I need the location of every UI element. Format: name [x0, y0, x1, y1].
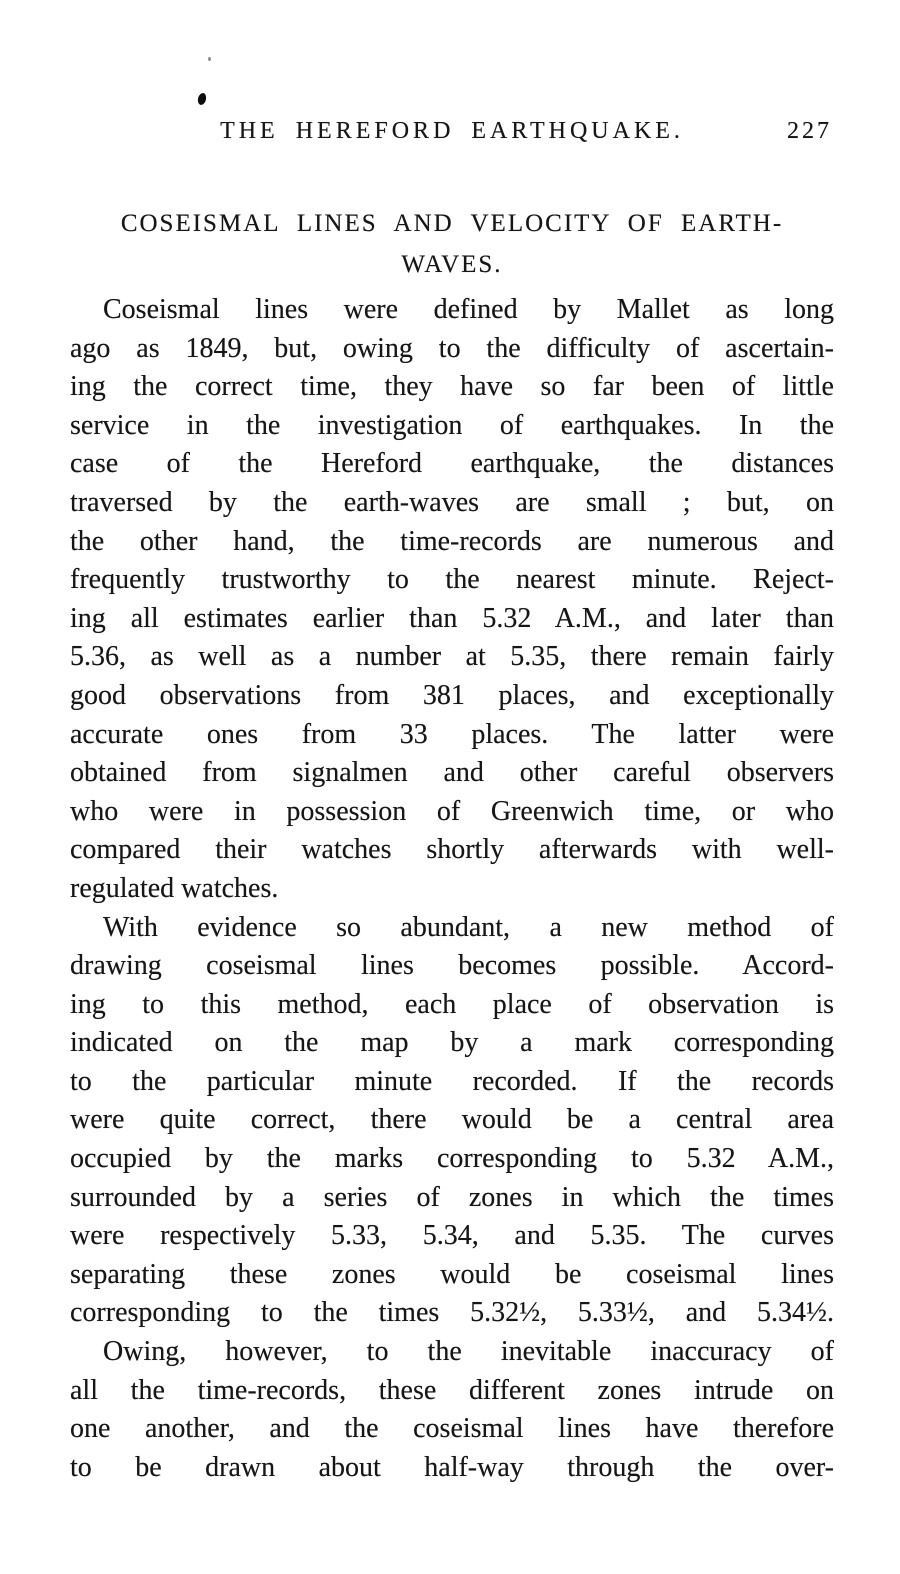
text-line: compared their watches shortly afterwards with well- [70, 834, 834, 866]
text-line: drawing coseismal lines becomes possible. Accord- [70, 950, 834, 982]
text-line: service in the investigation of earthquakes. In the [70, 409, 834, 441]
paragraph-2 [70, 909, 834, 1334]
text-line: were quite correct, there would be a central area [70, 1104, 834, 1136]
text-line: ing all estimates earlier than 5.32 A.M., and later than [70, 602, 834, 634]
text-line: who were in possession of Greenwich time, or who [70, 795, 834, 827]
text-line: were respectively 5.33, 5.34, and 5.35. The curves [70, 1220, 834, 1252]
text-line: to be drawn about half-way through the over- [70, 1451, 834, 1483]
running-head-title: THE HEREFORD EARTHQUAKE. [220, 118, 684, 144]
section-heading-line-2: WAVES. [401, 251, 503, 278]
ink-speck-mark [208, 57, 211, 61]
ink-dot-mark [197, 92, 208, 106]
text-line: all the time-records, these different zones intrude on [70, 1374, 834, 1406]
text-line: the other hand, the time-records are numerous and [70, 525, 834, 557]
paragraph-3 [70, 1333, 834, 1487]
page-number: 227 [787, 118, 832, 144]
text-line: 5.36, as well as a number at 5.35, there remain fairly [70, 641, 834, 673]
text-line: one another, and the coseismal lines have therefore [70, 1413, 834, 1445]
text-line: Coseismal lines were defined by Mallet as long [103, 294, 834, 325]
section-heading [70, 203, 834, 285]
text-line: ing the correct time, they have so far been of little [70, 371, 834, 403]
text-line: case of the Hereford earthquake, the distances [70, 448, 834, 480]
text-line: With evidence so abundant, a new method of [103, 911, 834, 943]
text-line: indicated on the map by a mark corresponding [70, 1027, 834, 1059]
text-line: accurate ones from 33 places. The latter were [70, 718, 834, 750]
running-head [70, 116, 834, 146]
text-line: frequently trustworthy to the nearest minute. Reject- [70, 564, 834, 596]
text-line: to the particular minute recorded. If the records [70, 1065, 834, 1097]
text-line: corresponding to the times 5.32½, 5.33½, and 5.34½. [70, 1297, 834, 1329]
text-line: occupied by the marks corresponding to 5.32 A.M., [70, 1143, 834, 1175]
section-heading-line-1: COSEISMAL LINES AND VELOCITY OF EARTH- [120, 210, 784, 237]
text-line: Owing, however, to the inevitable inaccuracy of [103, 1336, 834, 1368]
text-line: obtained from signalmen and other careful observers [70, 757, 834, 789]
body-text [70, 291, 834, 1487]
text-line: separating these zones would be coseismal lines [70, 1258, 834, 1290]
text-line: ago as 1849, but, owing to the difficulty of ascertain- [70, 332, 834, 364]
text-line: traversed by the earth-waves are small ; but, on [70, 486, 834, 518]
text-line: good observations from 381 places, and exceptionally [70, 679, 834, 711]
text-line: ing to this method, each place of observation is [70, 988, 834, 1020]
text-line: surrounded by a series of zones in which the times [70, 1181, 834, 1213]
text-line: regulated watches. [70, 872, 279, 904]
paragraph-1 [70, 291, 834, 909]
